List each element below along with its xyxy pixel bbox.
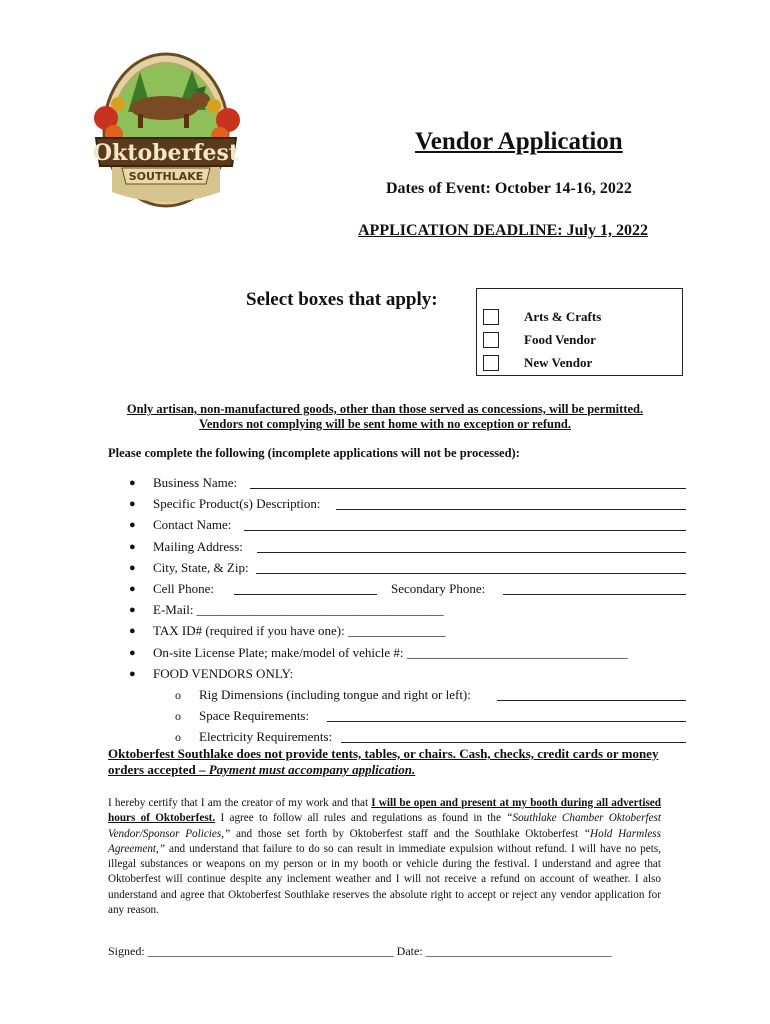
certify-text-3: and those set forth by Oktoberfest staff and the Southlake Oktoberfest bbox=[230, 827, 584, 840]
cell-phone-field[interactable] bbox=[234, 594, 377, 595]
city-state-zip-label: City, State, & Zip: bbox=[153, 560, 249, 575]
bullet: ● bbox=[129, 583, 136, 595]
sub-bullet: o bbox=[175, 688, 181, 702]
city-state-zip-field[interactable] bbox=[256, 573, 686, 574]
product-description-label: Specific Product(s) Description: bbox=[153, 496, 321, 511]
tax-id-field[interactable]: TAX ID# (required if you have one): _______________ bbox=[153, 623, 446, 638]
new-vendor-label: New Vendor bbox=[524, 355, 593, 370]
certify-booth-hours: I will be open and present at my booth during all advertised hours of Oktoberfest. bbox=[108, 797, 661, 825]
food-vendors-only-label: FOOD VENDORS ONLY: bbox=[153, 666, 294, 681]
certify-text-4: and understand that failure to do so can result in immediate expulsion without refund. I will have no pets, illegal substances or weapons on my person or in my booth or vehicle during the festival. I understand and agree that Oktoberfest will continue despite any inclement weather and I will not receive a refund on account of weather. I also understand and agree that Oktoberfest Southlake reserves the absolute right to accept or reject any vendor application for any reason. bbox=[108, 842, 661, 917]
rig-dimensions-field[interactable] bbox=[497, 700, 686, 701]
license-plate-field[interactable]: On-site License Plate; make/model of vehicle #: __________________________________ bbox=[153, 645, 628, 660]
payment-notice bbox=[108, 746, 668, 778]
option-arts-crafts[interactable] bbox=[483, 307, 602, 327]
bullet: ● bbox=[129, 541, 136, 553]
bullet: ● bbox=[129, 647, 136, 659]
food-vendor-label: Food Vendor bbox=[524, 332, 596, 347]
secondary-phone-field[interactable] bbox=[503, 594, 686, 595]
bullet: ● bbox=[129, 625, 136, 637]
sub-bullet: o bbox=[175, 709, 181, 723]
business-name-field[interactable] bbox=[250, 488, 686, 489]
bullet: ● bbox=[129, 562, 136, 574]
certify-policies-title: “Southlake Chamber Oktoberfest Vendor/Sponsor Policies,” bbox=[108, 812, 661, 840]
bullet: ● bbox=[129, 477, 136, 489]
payment-requirement: Payment must accompany application. bbox=[208, 762, 416, 777]
contact-name-label: Contact Name: bbox=[153, 517, 232, 532]
payment-notice-text: Oktoberfest Southlake does not provide tents, tables, or chairs. Cash, checks, credit cards or money orders accepted – bbox=[108, 746, 659, 777]
artisan-notice: Only artisan, non-manufactured goods, other than those served as concessions, will be permitted. Vendors not complying will be sent home with no exception or refund. bbox=[126, 402, 644, 431]
certify-text-1: I hereby certify that I am the creator of my work and that bbox=[108, 797, 372, 809]
arts-crafts-checkbox[interactable] bbox=[483, 309, 499, 325]
bullet: ● bbox=[129, 604, 136, 616]
mailing-address-label: Mailing Address: bbox=[153, 539, 243, 554]
select-boxes-heading: Select boxes that apply: bbox=[246, 289, 438, 310]
bullet: ● bbox=[129, 519, 136, 531]
vendor-type-options bbox=[476, 288, 683, 376]
electricity-requirements-field[interactable] bbox=[341, 742, 686, 743]
page-title: Vendor Application bbox=[415, 128, 623, 155]
option-new-vendor[interactable] bbox=[483, 353, 593, 373]
business-name-label: Business Name: bbox=[153, 475, 238, 490]
bullet: ● bbox=[129, 498, 136, 510]
rig-dimensions-label: Rig Dimensions (including tongue and right or left): bbox=[199, 687, 471, 702]
email-field[interactable]: E-Mail: ______________________________________ bbox=[153, 602, 444, 617]
food-vendor-checkbox[interactable] bbox=[483, 332, 499, 348]
space-requirements-field[interactable] bbox=[327, 721, 686, 722]
product-description-field[interactable] bbox=[336, 509, 686, 510]
certify-hold-harmless: “Hold Harmless Agreement,” bbox=[108, 827, 661, 855]
sub-bullet: o bbox=[175, 730, 181, 744]
electricity-requirements-label: Electricity Requirements: bbox=[199, 729, 333, 744]
arts-crafts-label: Arts & Crafts bbox=[524, 309, 602, 324]
signature-date-line[interactable]: Signed: _________________________________________ Date: _______________________________ bbox=[108, 944, 612, 958]
bullet: ● bbox=[129, 668, 136, 680]
contact-name-field[interactable] bbox=[244, 530, 686, 531]
certify-text-2: I agree to follow all rules and regulations as found in the bbox=[215, 812, 507, 825]
logo-text: Oktoberfest bbox=[92, 140, 240, 166]
logo-subtext: SOUTHLAKE bbox=[128, 170, 204, 183]
certification-paragraph bbox=[108, 796, 661, 918]
mailing-address-field[interactable] bbox=[257, 552, 686, 553]
cell-phone-label: Cell Phone: bbox=[153, 581, 215, 596]
secondary-phone-label: Secondary Phone: bbox=[391, 581, 486, 596]
option-food-vendor[interactable] bbox=[483, 330, 596, 350]
application-deadline: APPLICATION DEADLINE: July 1, 2022 bbox=[358, 222, 648, 239]
instructions-heading: Please complete the following (incomplete applications will not be processed): bbox=[108, 446, 520, 460]
event-dates: Dates of Event: October 14-16, 2022 bbox=[386, 180, 632, 197]
oktoberfest-southlake-logo bbox=[88, 42, 244, 214]
space-requirements-label: Space Requirements: bbox=[199, 708, 310, 723]
new-vendor-checkbox[interactable] bbox=[483, 355, 499, 371]
